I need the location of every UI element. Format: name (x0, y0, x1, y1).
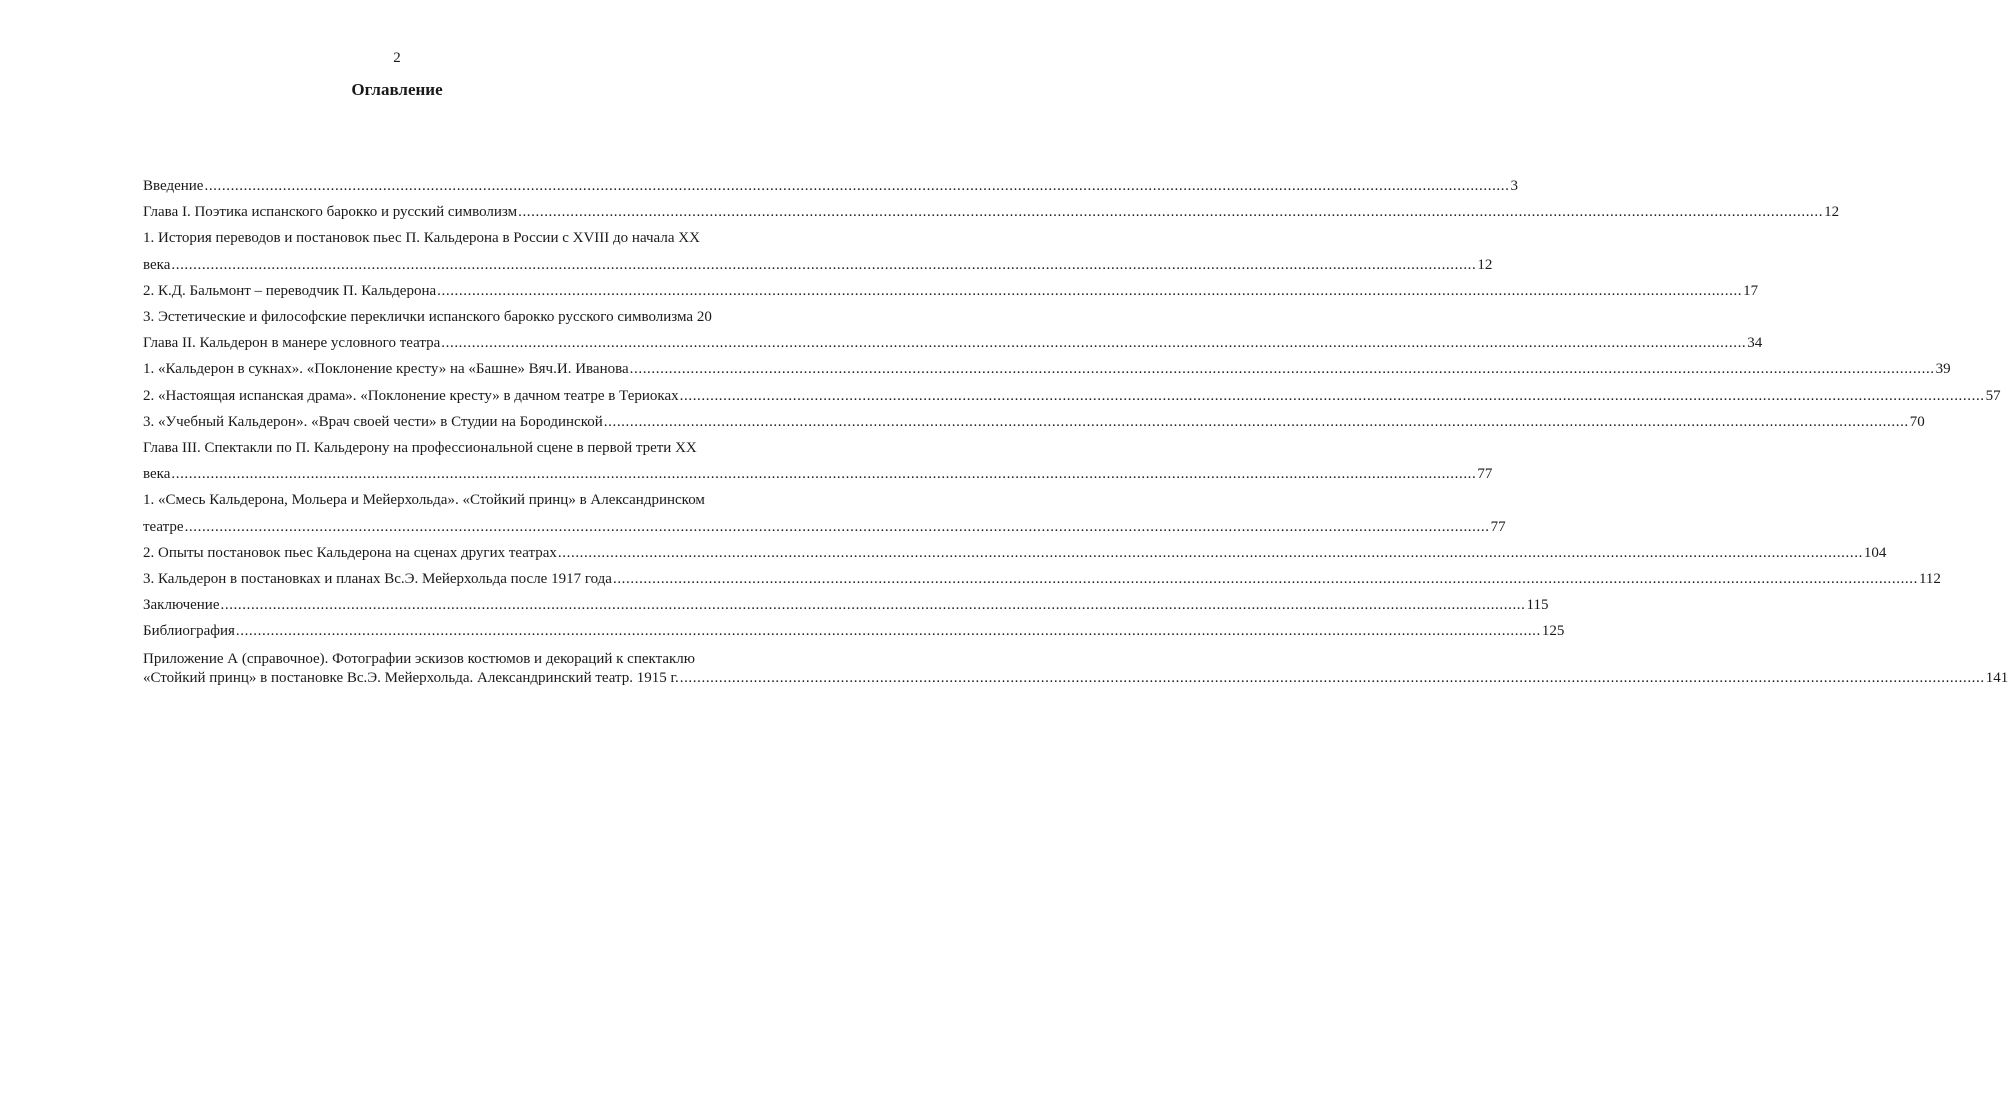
toc-entry-page: 57 (1985, 387, 2001, 404)
toc-leader-dots: ............................................................................................................................................................................................................................................................................................................ (612, 571, 1918, 588)
page-number: 2 (393, 50, 401, 66)
toc-entry-text: Заключение (143, 597, 220, 614)
toc-leader-dots: ............................................................................................................................................................................................................................................................................................................ (679, 387, 1985, 404)
toc-entry-page: 12 (1477, 256, 1493, 273)
toc-entry-page: 141 (1985, 669, 2008, 686)
toc-entry-page: 20 (696, 309, 712, 326)
toc-entry-text: 2. К.Д. Бальмонт – переводчик П. Кальдерона (143, 282, 437, 299)
toc-entry (143, 669, 2008, 688)
toc-entry-first-line: 1. «Смесь Кальдерона, Мольера и Мейерхольда». «Стойкий принц» в Александринском (143, 492, 705, 509)
toc-entry-page: 17 (1743, 282, 1759, 299)
toc-entry (143, 356, 1951, 382)
toc-entry-text: века (143, 256, 171, 273)
toc-leader-dots: ............................................................................................................................................................................................................................................................................................................ (235, 623, 1541, 640)
toc-entry (143, 252, 1493, 278)
toc-entry-first-line: Приложение А (справочное). Фотографии эскизов костюмов и декораций к спектаклю (143, 650, 695, 667)
toc-entry-text: 1. «Кальдерон в сукнах». «Поклонение кресту» на «Башне» Вяч.И. Иванова (143, 361, 629, 378)
toc-entry-page: 115 (1526, 597, 1549, 614)
toc-leader-dots: ............................................................................................................................................................................................................................................................................................................ (679, 669, 1985, 686)
toc-leader-dots: ............................................................................................................................................................................................................................................................................................................ (441, 335, 1747, 352)
toc-entry (143, 461, 1493, 487)
toc-entry-first-line: 1. История переводов и постановок пьес П. Кальдерона в России с XVIII до начала XX (143, 230, 700, 247)
toc-leader-dots: ............................................................................................................................................................................................................................................................................................................ (437, 282, 1743, 299)
toc-leader-dots: ............................................................................................................................................................................................................................................................................................................ (629, 361, 1935, 378)
toc-entry (143, 304, 753, 330)
toc-title: Оглавление (351, 80, 443, 99)
toc-entry-text: Глава II. Кальдерон в манере условного театра (143, 335, 441, 352)
toc-entry (143, 618, 1565, 644)
toc-entry-text: 3. Эстетические и философские переклички испанского барокко русского символизма (143, 309, 694, 326)
toc-entry-page: 3 (1510, 178, 1518, 194)
toc-entry-page: 125 (1541, 623, 1565, 640)
toc-entry-text: Введение (143, 178, 204, 194)
toc-entry (143, 514, 1506, 540)
toc-leader-dots: ............................................................................................................................................................................................................................................................................................................ (171, 256, 1477, 273)
toc-entry-page: 34 (1747, 335, 1763, 352)
table-of-contents (143, 173, 2008, 688)
toc-entry-page: 112 (1918, 571, 1941, 588)
toc-entry (143, 383, 2001, 409)
toc-entry-text: 3. Кальдерон в постановках и планах Вс.Э. Мейерхольда после 1917 года (143, 571, 612, 588)
toc-leader-dots: ............................................................................................................................................................................................................................................................................................................ (518, 204, 1824, 221)
toc-entry-page: 12 (1824, 204, 1840, 221)
toc-entry (143, 566, 1941, 592)
toc-entry (143, 409, 1925, 435)
toc-leader-dots: ............................................................................................................................................................................................................................................................................................................ (220, 597, 1526, 614)
toc-entry (143, 540, 1887, 566)
toc-leader-dots: ............................................................................................................................................................................................................................................................................................................ (184, 518, 1490, 535)
toc-entry-text: века (143, 466, 171, 483)
toc-entry-text: Глава I. Поэтика испанского барокко и русский символизм (143, 204, 518, 221)
toc-entry (143, 592, 1549, 618)
toc-entry-text: Библиография (143, 623, 235, 640)
toc-entry-text: театре (143, 518, 184, 535)
toc-leader-dots: ............................................................................................................................................................................................................................................................................................................ (603, 413, 1909, 430)
toc-entry-page: 104 (1863, 544, 1887, 561)
toc-leader-dots: ............................................................................................................................................................................................................................................................................................................ (204, 178, 1510, 194)
toc-entry-text: 2. Опыты постановок пьес Кальдерона на сценах других театрах (143, 544, 557, 561)
toc-entry-text: 3. «Учебный Кальдерон». «Врач своей чести» в Студии на Бородинской (143, 413, 603, 430)
toc-entry (143, 330, 1763, 356)
toc-entry (143, 199, 1840, 225)
toc-leader-dots: ............................................................................................................................................................................................................................................................................................................ (171, 466, 1477, 483)
toc-entry-text: «Стойкий принц» в постановке Вс.Э. Мейерхольда. Александринский театр. 1915 г. (143, 669, 679, 686)
toc-entry (143, 173, 1518, 199)
toc-entry-text: 2. «Настоящая испанская драма». «Поклонение кресту» в дачном театре в Териоках (143, 387, 679, 404)
toc-entry-page: 70 (1909, 413, 1925, 430)
toc-entry-page: 77 (1477, 466, 1493, 483)
toc-entry-page: 39 (1935, 361, 1951, 378)
toc-appendix-entry (143, 650, 2008, 688)
toc-entry-first-line: Глава III. Спектакли по П. Кальдерону на профессиональной сцене в первой трети XX (143, 440, 697, 457)
toc-leader-dots: ............................................................................................................................................................................................................................................................................................................ (557, 544, 1863, 561)
toc-entry (143, 278, 1759, 304)
toc-entry-page: 77 (1490, 518, 1506, 535)
